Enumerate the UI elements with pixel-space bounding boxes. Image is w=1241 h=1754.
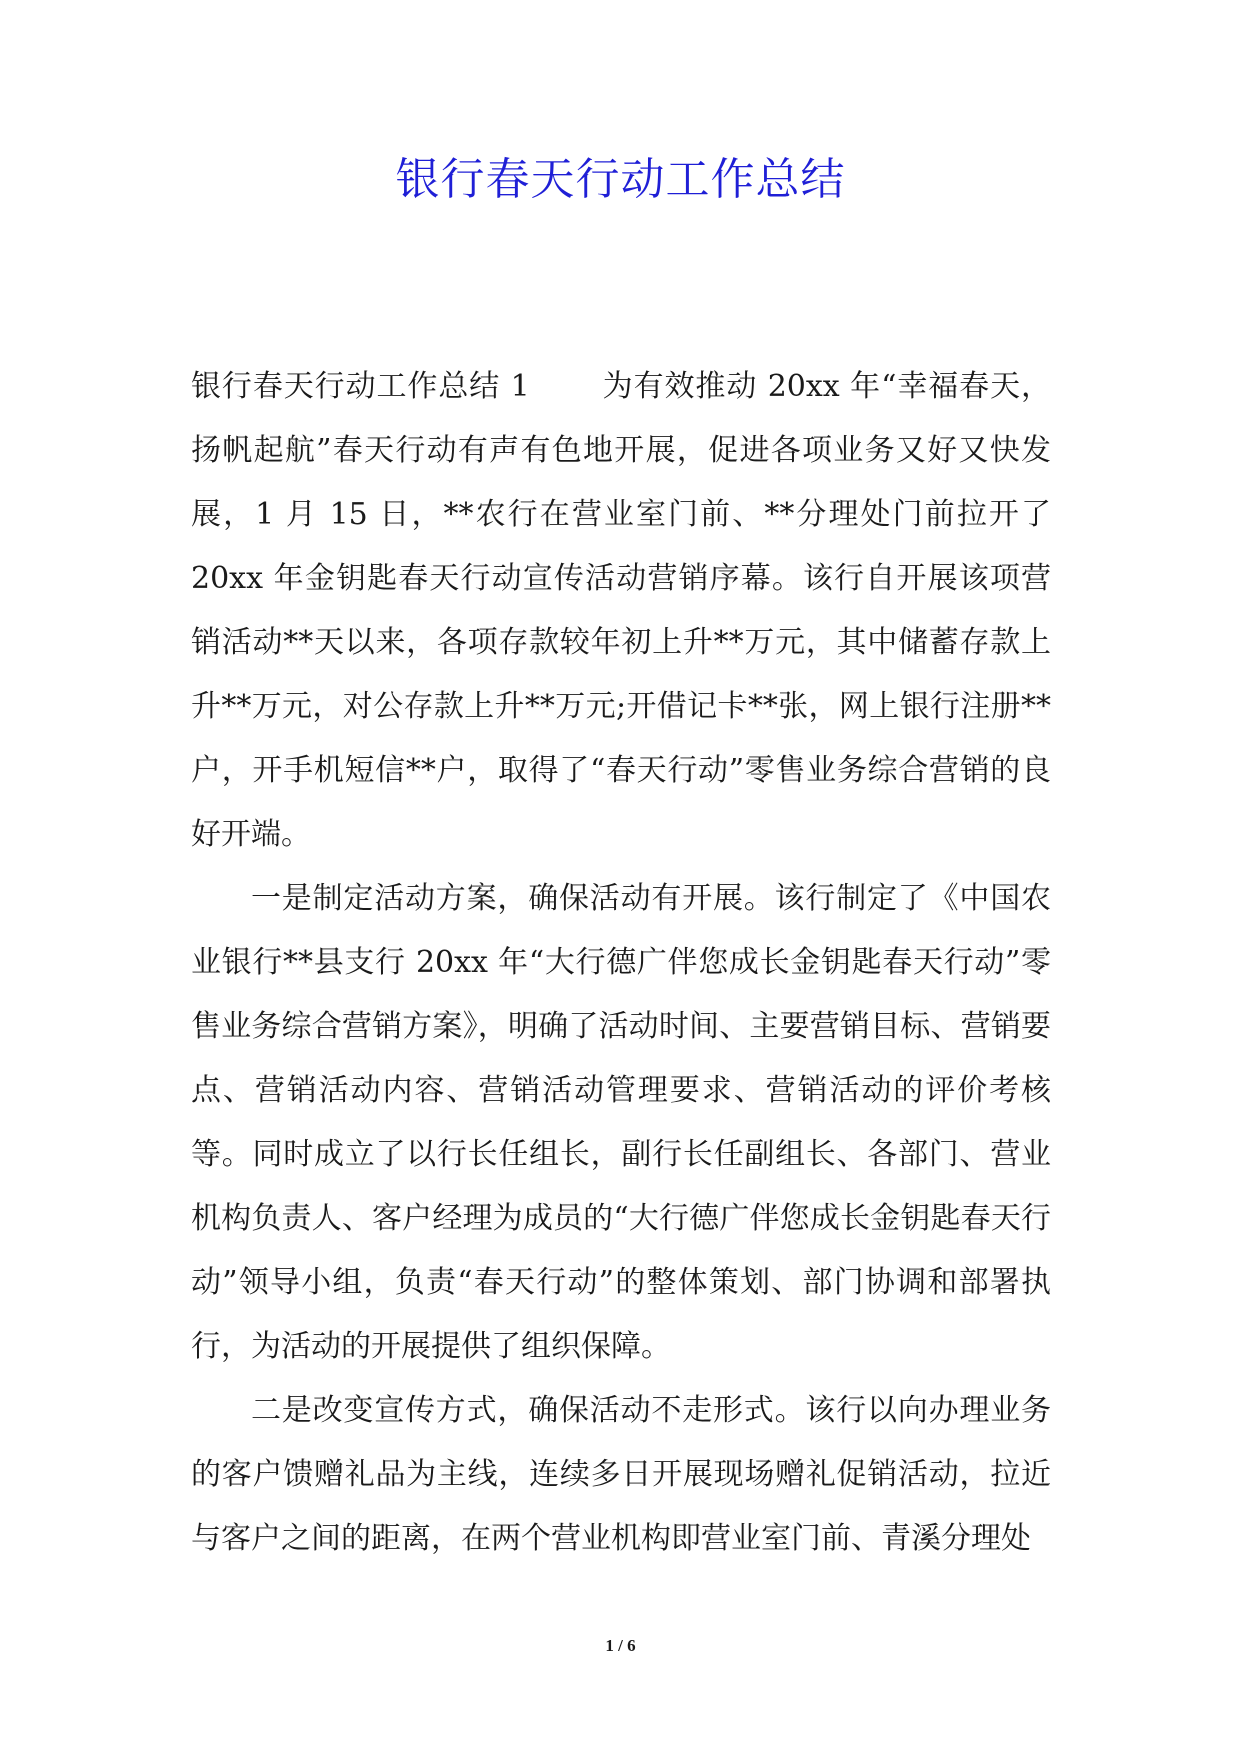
intro-paragraph	[191, 355, 1051, 867]
paragraph: 二是改变宣传方式，确保活动不走形式。该行以向办理业务的客户馈赠礼品为主线，连续多日开展现场赠礼促销活动，拉近与客户之间的距离，在两个营业机构即营业室门前、青溪分理处	[191, 1393, 1051, 1556]
paragraph-text: 为有效推动 20xx 年“幸福春天，扬帆起航”春天行动有声有色地开展，促进各项业务又好又快发展，1 月 15 日，**农行在营业室门前、**分理处门前拉开了 20xx 年金钥匙春天行动宣传活动营销序幕。该行自开展该项营销活动**天以来，各项存款较年初上升**万元，其中储蓄存款上升**万元，对公存款上升**万元;开借记卡**张，网上银行注册**户，开手机短信**户，取得了“春天行动”零售业务综合营销的良好开端。	[191, 369, 1052, 852]
paragraph: 一是制定活动方案，确保活动有开展。该行制定了《中国农业银行**县支行 20xx 年“大行德广伴您成长金钥匙春天行动”零售业务综合营销方案》，明确了活动时间、主要营销目标、营销要点、营销活动内容、营销活动管理要求、营销活动的评价考核等。同时成立了以行长任组长，副行长任副组长、各部门、营业机构负责人、客户经理为成员的“大行德广伴您成长金钥匙春天行动”领导小组，负责“春天行动”的整体策划、部门协调和部署执行，为活动的开展提供了组织保障。	[191, 881, 1051, 1364]
page-number: 1 / 6	[605, 1636, 636, 1655]
section-heading: 银行春天行动工作总结 1	[191, 369, 530, 404]
document-title: 银行春天行动工作总结	[395, 154, 846, 205]
document-body	[191, 355, 1051, 1571]
